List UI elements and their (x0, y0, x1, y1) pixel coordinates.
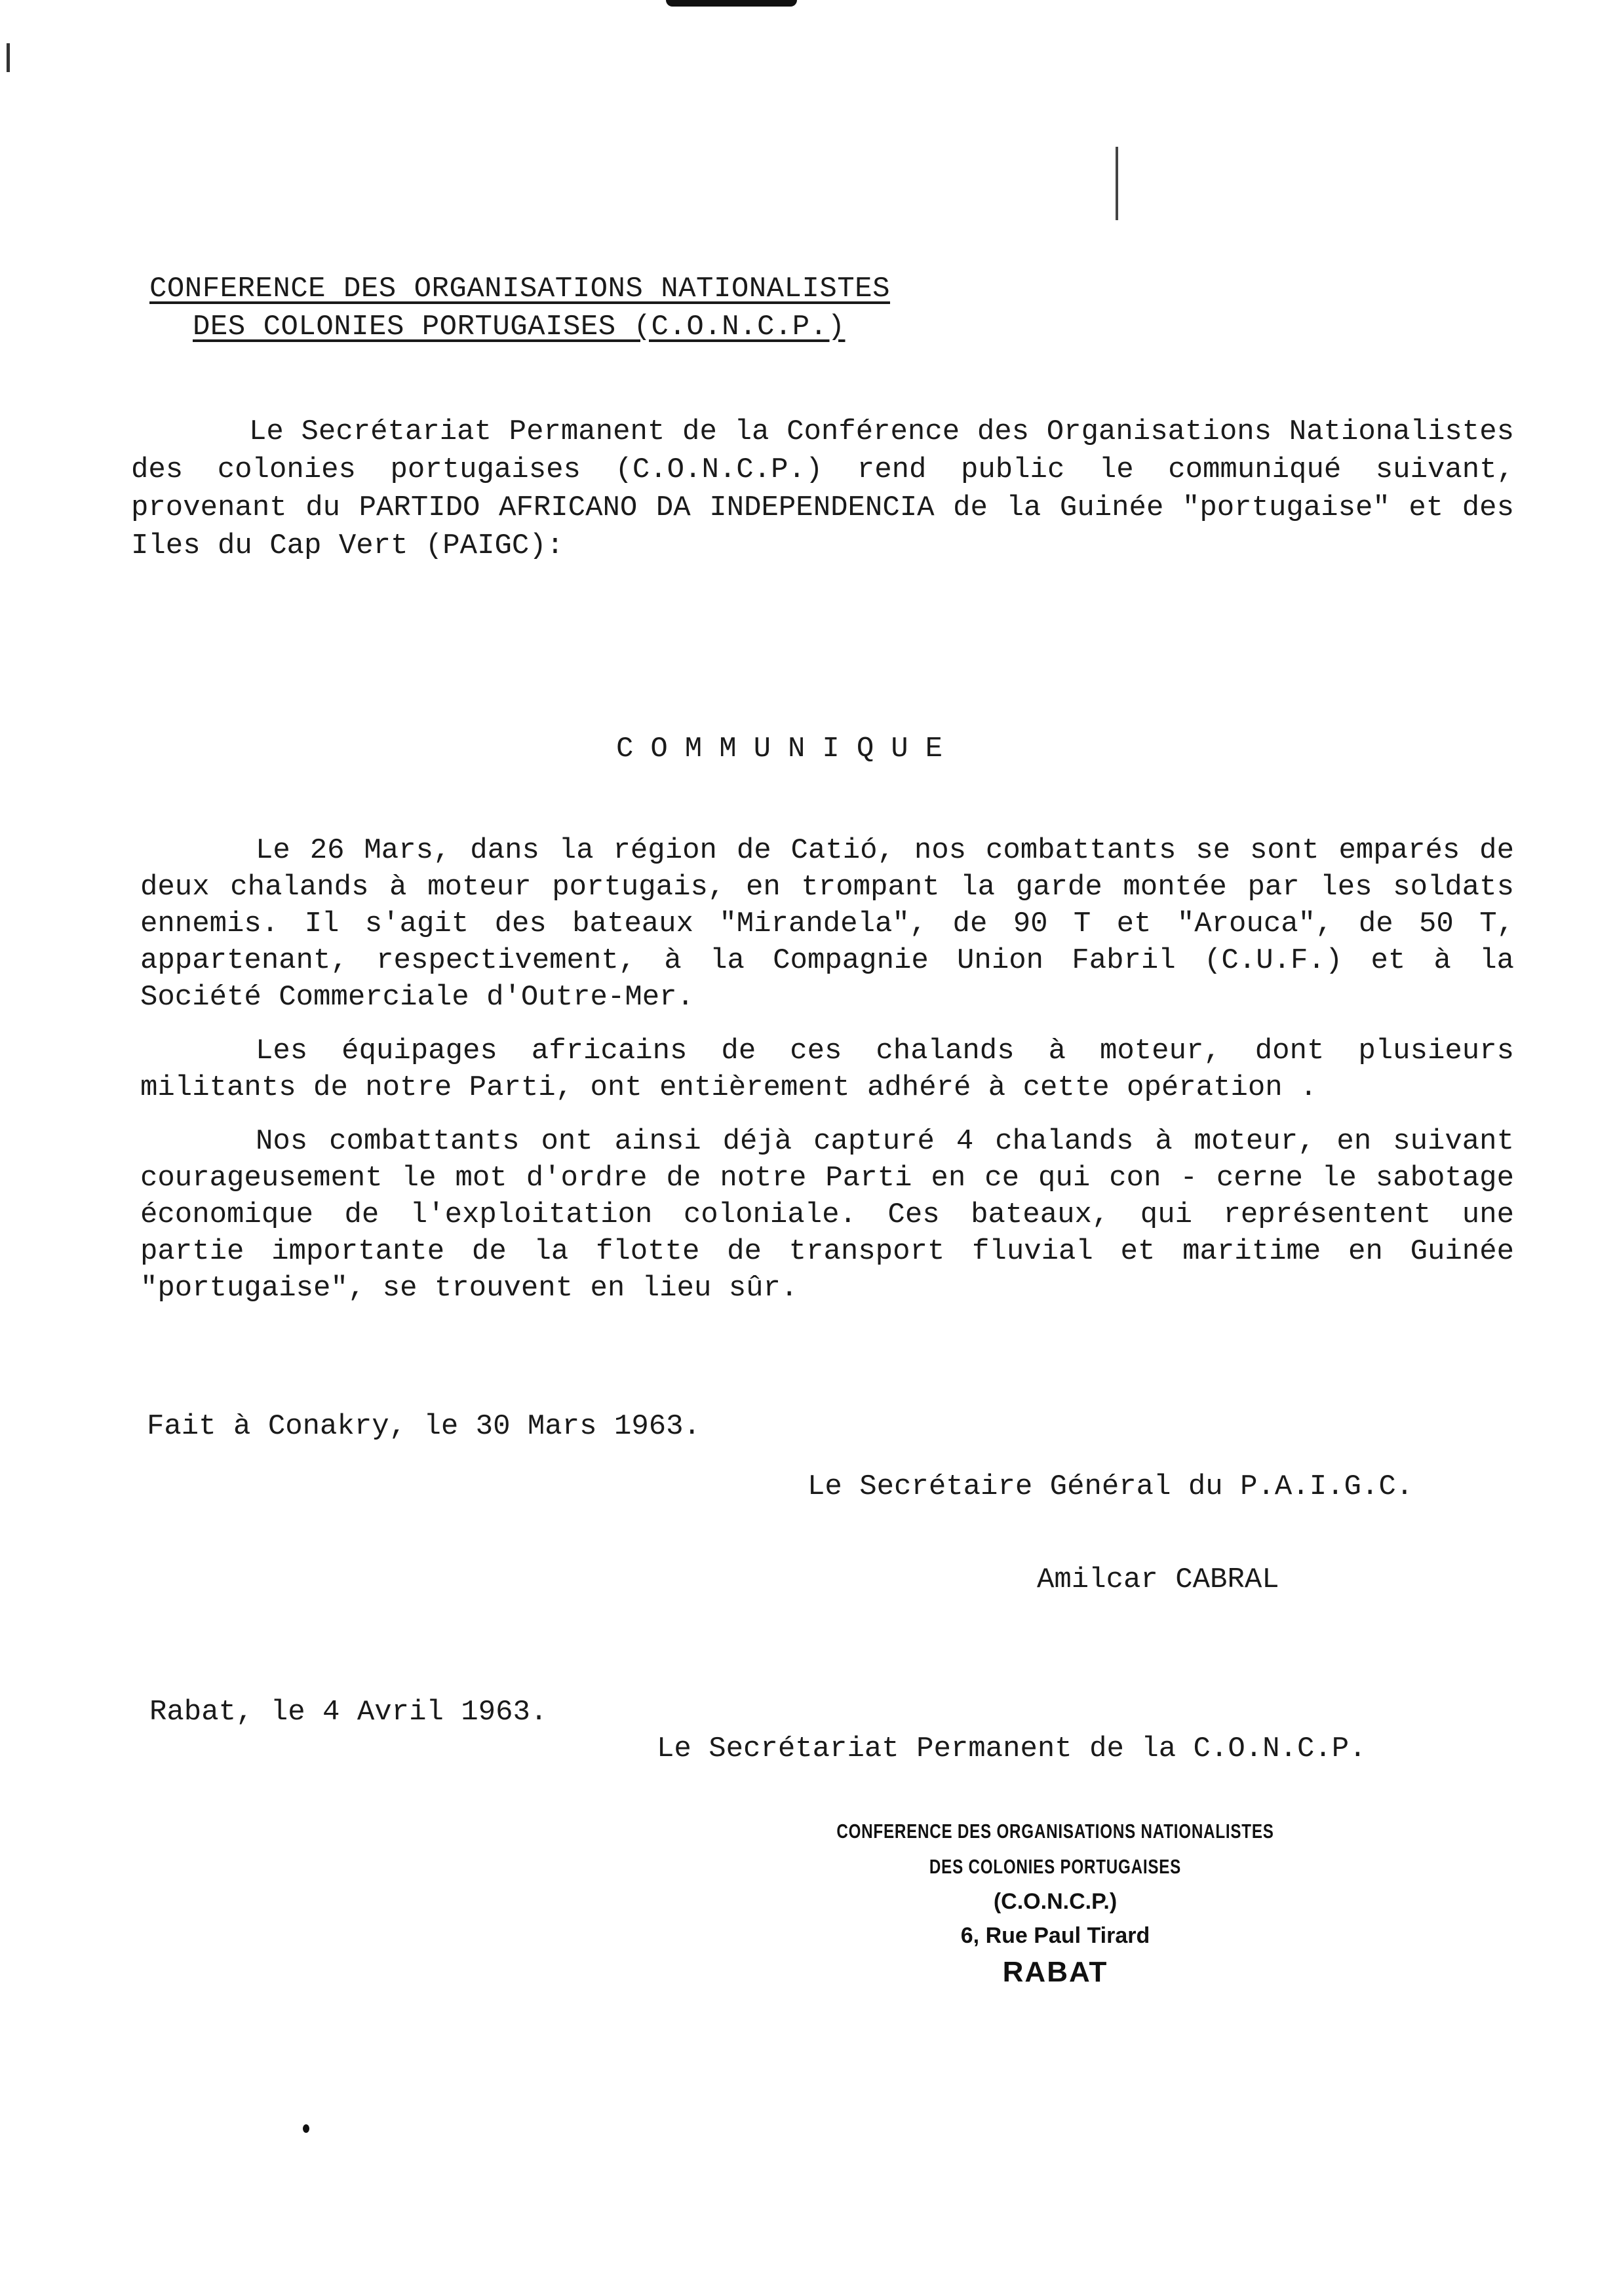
scan-smudge (666, 0, 797, 7)
signatory-name: Amilcar CABRAL (1037, 1563, 1279, 1596)
body-paragraph: Nos combattants ont ainsi déjà capturé 4 chalands à moteur, en suivant courageusement le mot d'ordre de notre Parti en ce qui con - cerne le sabotage économique de l'exploitation coloniale. Ces bateaux, qui représentent une partie importante de la flotte de transport fluvial et maritime en Guinée "portugaise", se trouvent en lieu sûr. (140, 1125, 1514, 1305)
stamp-city: RABAT (1002, 1956, 1108, 1988)
secretariat-signature: Le Secrétariat Permanent de la C.O.N.C.P. (657, 1732, 1367, 1765)
communique-title: COMMUNIQUE (616, 733, 960, 765)
body-paragraph: Le 26 Mars, dans la région de Catió, nos combattants se sont emparés de deux chalands à moteur portugais, en trompant la garde montée par les soldats ennemis. Il s'agit des bateaux "Mirandela", de 90 T et "Arouca", de 50 T, appartenant, respectivement, à la Compagnie Union Fabril (C.U.F.) et à la Société Commerciale d'Outre-Mer. (140, 834, 1514, 1014)
header-line-1: CONFERENCE DES ORGANISATIONS NATIONALISTES (149, 273, 890, 305)
secretariat-place-date: Rabat, le 4 Avril 1963. (149, 1696, 548, 1729)
body-paragraph: Les équipages africains de ces chalands à moteur, dont plusieurs militants de notre Parti, ont entièrement adhéré à cette opération . (140, 1035, 1514, 1104)
scan-dot (303, 2124, 309, 2133)
stamp-line-1: CONFERENCE DES ORGANISATIONS NATIONALISTES (836, 1820, 1274, 1843)
intro-paragraph: Le Secrétariat Permanent de la Conférence des Organisations Nationalistes des colonies portugaises (C.O.N.C.P.) rend public le communiqué suivant, provenant du PARTIDO AFRICANO DA INDEPENDENCIA de la Guinée "portugaise" et des Iles du Cap Vert (PAIGC): (131, 415, 1514, 562)
communique-body (140, 832, 1514, 1324)
stamp-line-3: (C.O.N.C.P.) (993, 1889, 1118, 1914)
stamp-line-2: DES COLONIES PORTUGAISES (929, 1855, 1182, 1878)
scan-mark (7, 43, 10, 72)
place-date: Fait à Conakry, le 30 Mars 1963. (147, 1410, 701, 1443)
document-header (149, 270, 890, 346)
stamp-address: 6, Rue Paul Tirard (960, 1923, 1150, 1948)
organization-stamp (773, 1814, 1337, 1992)
intro-section (131, 413, 1514, 565)
scan-mark (1116, 147, 1118, 220)
header-line-2: DES COLONIES PORTUGAISES (C.O.N.C.P.) (193, 311, 846, 343)
signatory-title: Le Secrétaire Général du P.A.I.G.C. (808, 1470, 1414, 1503)
